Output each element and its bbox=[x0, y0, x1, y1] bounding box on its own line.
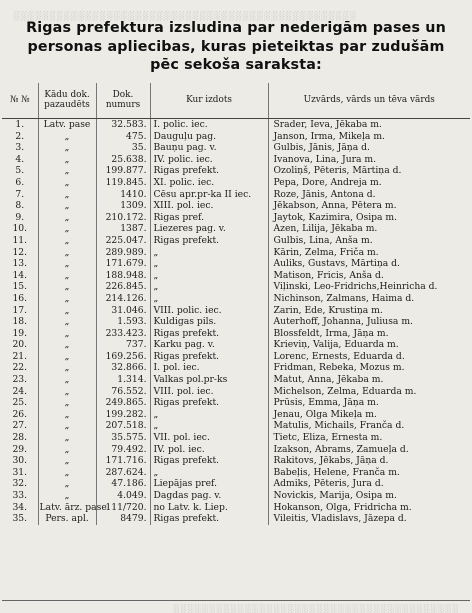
table-row bbox=[2, 351, 470, 363]
document-type: „ bbox=[38, 305, 96, 317]
document-number: 31.046. bbox=[96, 305, 150, 317]
document-number: 76.552. bbox=[96, 386, 150, 398]
issued-by: „ bbox=[150, 247, 268, 259]
document-number: 1.314. bbox=[96, 374, 150, 386]
issued-by: Bauņu pag. v. bbox=[150, 142, 268, 154]
document-number: 111/720. bbox=[96, 502, 150, 514]
row-number: 13. bbox=[12, 258, 28, 270]
document-type: „ bbox=[38, 328, 96, 340]
document-type: „ bbox=[38, 189, 96, 201]
issued-by: „ bbox=[150, 420, 268, 432]
full-name: Roze, Jānis, Antona d. bbox=[268, 189, 470, 201]
document-number: 225.047. bbox=[96, 235, 150, 247]
row-number: 23. bbox=[12, 374, 28, 386]
table-row bbox=[2, 165, 470, 177]
full-name: Azen, Lilija, Jēkaba m. bbox=[268, 223, 470, 235]
document-number: 169.256. bbox=[96, 351, 150, 363]
header-document-number: Dok. numurs bbox=[96, 83, 150, 119]
table-row bbox=[2, 131, 470, 143]
document-number: 171.716. bbox=[96, 455, 150, 467]
table-row bbox=[2, 154, 470, 166]
document-number: 171.679. bbox=[96, 258, 150, 270]
issued-by: Dauguļu pag. bbox=[150, 131, 268, 143]
document-number: 249.865. bbox=[96, 397, 150, 409]
header-full-name: Uzvārds, vārds un tēva vārds bbox=[268, 83, 470, 119]
row-number: 9. bbox=[15, 211, 25, 223]
full-name: Blossfeldt, Irma, Jāņa m. bbox=[268, 328, 470, 340]
table-row bbox=[2, 420, 470, 432]
table-row bbox=[2, 270, 470, 282]
document-number: 188.948. bbox=[96, 270, 150, 282]
full-name: Michelson, Zelma, Eduarda m. bbox=[268, 386, 470, 398]
table-row bbox=[2, 513, 470, 525]
bleed-through-text: ░░░░░░░░░░░░░░░░░░░░░░░░░░░░░░░░░░░░░░░░░░░░░░░░ bbox=[14, 11, 358, 20]
full-name: Janson, Irma, Mikeļa m. bbox=[268, 131, 470, 143]
full-name: Nichinson, Zalmans, Haima d. bbox=[268, 293, 470, 305]
issued-by: „ bbox=[150, 281, 268, 293]
table-row bbox=[2, 235, 470, 247]
document-number: 1.593. bbox=[96, 316, 150, 328]
full-name: Fridman, Rebeka, Mozus m. bbox=[268, 362, 470, 374]
document-number: 1410. bbox=[96, 189, 150, 201]
issued-by: „ bbox=[150, 409, 268, 421]
document-number: 8479. bbox=[96, 513, 150, 525]
issued-by: Karku pag. v. bbox=[150, 339, 268, 351]
issued-by: Liezeres pag. v. bbox=[150, 223, 268, 235]
document-number: 35.575. bbox=[96, 432, 150, 444]
table-row bbox=[2, 293, 470, 305]
row-number: 28. bbox=[12, 432, 28, 444]
full-name: Hokanson, Olga, Fridricha m. bbox=[268, 502, 470, 514]
issued-by: Rigas prefekt. bbox=[150, 455, 268, 467]
document-type: „ bbox=[38, 293, 96, 305]
issued-by: Rigas prefekt. bbox=[150, 328, 268, 340]
row-number: 12. bbox=[12, 246, 28, 258]
full-name: Gulbis, Jānis, Jāņa d. bbox=[268, 142, 470, 154]
document-number: 35. bbox=[96, 142, 150, 154]
issued-by: Kuldigas pils. bbox=[150, 316, 268, 328]
document-type: „ bbox=[38, 351, 96, 363]
issued-by: Rigas pref. bbox=[150, 212, 268, 224]
issued-by: VIII. polic. iec. bbox=[150, 305, 268, 317]
full-name: Rakitovs, Jēkabs, Jāņa d. bbox=[268, 455, 470, 467]
row-number: 11. bbox=[12, 234, 28, 246]
issued-by: Rigas prefekt. bbox=[150, 235, 268, 247]
header-issued-by: Kur izdots bbox=[150, 83, 268, 119]
issued-by: no Latv. k. Liep. bbox=[150, 502, 268, 514]
issued-by: VII. pol. iec. bbox=[150, 432, 268, 444]
row-number: 32. bbox=[12, 478, 28, 490]
row-number: 21. bbox=[12, 350, 28, 362]
document-type: „ bbox=[38, 177, 96, 189]
issued-by: Cēsu apr.pr-ka II iec. bbox=[150, 189, 268, 201]
title-line: Rigas prefektura izsludina par nederigām pases un bbox=[26, 20, 446, 36]
row-number: 25. bbox=[12, 397, 28, 409]
table-row bbox=[2, 119, 470, 131]
full-name: Novickis, Marija, Osipa m. bbox=[268, 490, 470, 502]
table-row bbox=[2, 478, 470, 490]
document-number: 1309. bbox=[96, 200, 150, 212]
document-type: „ bbox=[38, 235, 96, 247]
document-number: 207.518. bbox=[96, 420, 150, 432]
document-type: „ bbox=[38, 339, 96, 351]
row-number: 14. bbox=[12, 269, 28, 281]
table-row bbox=[2, 409, 470, 421]
row-number: 24. bbox=[12, 385, 28, 397]
document-type: Latv. pase bbox=[38, 119, 96, 131]
full-name: Srader, Ieva, Jēkaba m. bbox=[268, 119, 470, 131]
document-type: „ bbox=[38, 455, 96, 467]
document-number: 32.866. bbox=[96, 362, 150, 374]
full-name: Vileitis, Vladislavs, Jāzepa d. bbox=[268, 513, 470, 525]
issued-by: Rigas prefekt. bbox=[150, 351, 268, 363]
table-row bbox=[2, 386, 470, 398]
issued-by: Valkas pol.pr-ks bbox=[150, 374, 268, 386]
table-row bbox=[2, 247, 470, 259]
document-number: 210.172. bbox=[96, 212, 150, 224]
issued-by: XI. polic. iec. bbox=[150, 177, 268, 189]
document-type: „ bbox=[38, 386, 96, 398]
table-row bbox=[2, 223, 470, 235]
document-type: „ bbox=[38, 223, 96, 235]
document-type: Latv. ārz. pase bbox=[39, 501, 107, 513]
full-name: Matulis, Michails, Franča d. bbox=[268, 420, 470, 432]
table-row bbox=[2, 374, 470, 386]
row-number: 3. bbox=[15, 142, 25, 154]
document-number: 4.049. bbox=[96, 490, 150, 502]
table-row bbox=[2, 281, 470, 293]
row-number: 29. bbox=[12, 443, 28, 455]
document-type: „ bbox=[38, 478, 96, 490]
document-type: „ bbox=[38, 316, 96, 328]
table-row bbox=[2, 455, 470, 467]
document-type: „ bbox=[38, 247, 96, 259]
document-number: 289.989. bbox=[96, 247, 150, 259]
issued-by: IV. pol. iec. bbox=[150, 444, 268, 456]
document-number: 475. bbox=[96, 131, 150, 143]
document-type: Pers. apl. bbox=[38, 513, 96, 525]
document-type: „ bbox=[38, 154, 96, 166]
row-number: 15. bbox=[12, 281, 28, 293]
issued-by: VIII. pol. iec. bbox=[150, 386, 268, 398]
table-row bbox=[2, 362, 470, 374]
issued-by: Dagdas pag. v. bbox=[150, 490, 268, 502]
document-number: 737. bbox=[96, 339, 150, 351]
document-type: „ bbox=[38, 258, 96, 270]
full-name: Auliks, Gustavs, Mārtiņa d. bbox=[268, 258, 470, 270]
full-name: Jenau, Olga Mikeļa m. bbox=[268, 409, 470, 421]
header-number: № № bbox=[2, 83, 38, 119]
table-row bbox=[2, 258, 470, 270]
table-row bbox=[2, 305, 470, 317]
full-name: Krieviņ, Valija, Eduarda m. bbox=[268, 339, 470, 351]
full-name: Ozoliņš, Pēteris, Mārtiņa d. bbox=[268, 165, 470, 177]
row-number: 34. bbox=[12, 501, 28, 513]
issued-by: „ bbox=[150, 258, 268, 270]
document-type: „ bbox=[38, 490, 96, 502]
document-type: „ bbox=[38, 397, 96, 409]
document-type: „ bbox=[38, 432, 96, 444]
document-type: „ bbox=[38, 165, 96, 177]
title-line: pēc sekoša saraksta: bbox=[150, 57, 322, 73]
document-number: 199.877. bbox=[96, 165, 150, 177]
document-type: „ bbox=[38, 374, 96, 386]
document-number: 1387. bbox=[96, 223, 150, 235]
document-number: 233.423. bbox=[96, 328, 150, 340]
row-number: 27. bbox=[12, 420, 28, 432]
row-number: 30. bbox=[12, 455, 28, 467]
row-number: 10. bbox=[12, 223, 28, 235]
full-name: Gulbis, Lina, Anša m. bbox=[268, 235, 470, 247]
document-type: „ bbox=[38, 420, 96, 432]
notice-title bbox=[4, 19, 468, 75]
row-number: 33. bbox=[12, 490, 28, 501]
table-row bbox=[2, 189, 470, 201]
full-name: Kārin, Zelma, Friča m. bbox=[268, 247, 470, 259]
full-name: Izakson, Abrams, Zamueļa d. bbox=[268, 444, 470, 456]
full-name: Matut, Anna, Jēkaba m. bbox=[268, 374, 470, 386]
row-number: 8. bbox=[15, 200, 25, 212]
document-type: „ bbox=[38, 362, 96, 374]
row-number: 35. bbox=[12, 513, 28, 525]
document-number: 226.845. bbox=[96, 281, 150, 293]
table-header-row bbox=[2, 83, 470, 119]
document-number: 32.583. bbox=[96, 119, 150, 131]
document-number: 25.638. bbox=[96, 154, 150, 166]
table-row bbox=[2, 316, 470, 328]
full-name: Ivanova, Lina, Jura m. bbox=[268, 154, 470, 166]
document-number: 199.282. bbox=[96, 409, 150, 421]
table-row bbox=[2, 444, 470, 456]
issued-by: XIII. pol. iec. bbox=[150, 200, 268, 212]
table-row bbox=[2, 177, 470, 189]
document-number: 119.845. bbox=[96, 177, 150, 189]
issued-by: I. polic. iec. bbox=[150, 119, 268, 131]
table-row bbox=[2, 339, 470, 351]
full-name: Matison, Fricis, Anša d. bbox=[268, 270, 470, 282]
table-row bbox=[2, 467, 470, 479]
issued-by: Liepājas pref. bbox=[150, 478, 268, 490]
document-type: „ bbox=[38, 142, 96, 154]
issued-by: Rigas prefekt. bbox=[150, 397, 268, 409]
table-row bbox=[2, 328, 470, 340]
document-type: „ bbox=[38, 212, 96, 224]
document-type: „ bbox=[38, 444, 96, 456]
issued-by: „ bbox=[150, 270, 268, 282]
row-number: 5. bbox=[15, 165, 25, 177]
full-name: Babeļis, Helene, Franča m. bbox=[268, 467, 470, 479]
table-row bbox=[2, 502, 470, 514]
row-number: 18. bbox=[12, 316, 28, 328]
document-type: „ bbox=[38, 281, 96, 293]
lost-documents-table bbox=[2, 83, 470, 525]
table-row bbox=[2, 200, 470, 212]
document-type: „ bbox=[38, 270, 96, 282]
document-number: 79.492. bbox=[96, 444, 150, 456]
document-type: „ bbox=[38, 409, 96, 421]
document-number: 287.624. bbox=[96, 467, 150, 479]
document-number: 214.126. bbox=[96, 293, 150, 305]
row-number: 17. bbox=[12, 304, 28, 316]
row-number: 22. bbox=[12, 362, 28, 374]
issued-by: I. pol. iec. bbox=[150, 362, 268, 374]
full-name: Jēkabson, Anna, Pētera m. bbox=[268, 200, 470, 212]
row-number: 20. bbox=[12, 339, 28, 351]
full-name: Tietc, Eliza, Ernesta m. bbox=[268, 432, 470, 444]
issued-by: Rigas prefekt. bbox=[150, 513, 268, 525]
table-row bbox=[2, 397, 470, 409]
row-number: 31. bbox=[12, 466, 28, 478]
full-name: Pepa, Dore, Andreja m. bbox=[268, 177, 470, 189]
issued-by: „ bbox=[150, 467, 268, 479]
full-name: Admiks, Pēteris, Jura d. bbox=[268, 478, 470, 490]
row-number: 2. bbox=[15, 130, 25, 142]
full-name: Zarin, Ede, Krustiņa m. bbox=[268, 305, 470, 317]
row-number: 1. bbox=[15, 119, 25, 130]
header-document-type: Kādu dok. pazaudēts bbox=[38, 83, 96, 119]
full-name: Prūsis, Emma, Jāņa m. bbox=[268, 397, 470, 409]
table-row bbox=[2, 212, 470, 224]
document-type: „ bbox=[38, 200, 96, 212]
title-line: personas apliecibas, kuras pieteiktas par zudušām bbox=[27, 38, 445, 55]
row-number: 16. bbox=[12, 292, 28, 304]
row-number: 19. bbox=[12, 327, 28, 339]
issued-by: IV. polic. iec. bbox=[150, 154, 268, 166]
full-name: Jaytok, Kazimira, Osipa m. bbox=[268, 212, 470, 224]
row-number: 7. bbox=[15, 188, 25, 200]
table-row bbox=[2, 432, 470, 444]
document-type: „ bbox=[38, 467, 96, 479]
row-number: 6. bbox=[15, 176, 25, 188]
issued-by: „ bbox=[150, 293, 268, 305]
table-row bbox=[2, 490, 470, 502]
full-name: Auterhoff, Johanna, Juliusa m. bbox=[268, 316, 470, 328]
full-name: Lorenc, Ernests, Eduarda d. bbox=[268, 351, 470, 363]
table-body bbox=[2, 119, 470, 525]
bleed-through-text-bottom: ░░░░░░░░░░░░░░░░░░░░░░░░░░░░░░░░░░░░░░░░ bbox=[171, 604, 458, 613]
issued-by: Rigas prefekt. bbox=[150, 165, 268, 177]
document-type: „ bbox=[38, 131, 96, 143]
row-number: 4. bbox=[15, 153, 25, 165]
full-name: Viļinski, Leo-Fridrichs,Heinricha d. bbox=[268, 281, 470, 293]
document-number: 47.186. bbox=[96, 478, 150, 490]
table-row bbox=[2, 142, 470, 154]
row-number: 26. bbox=[12, 408, 28, 420]
